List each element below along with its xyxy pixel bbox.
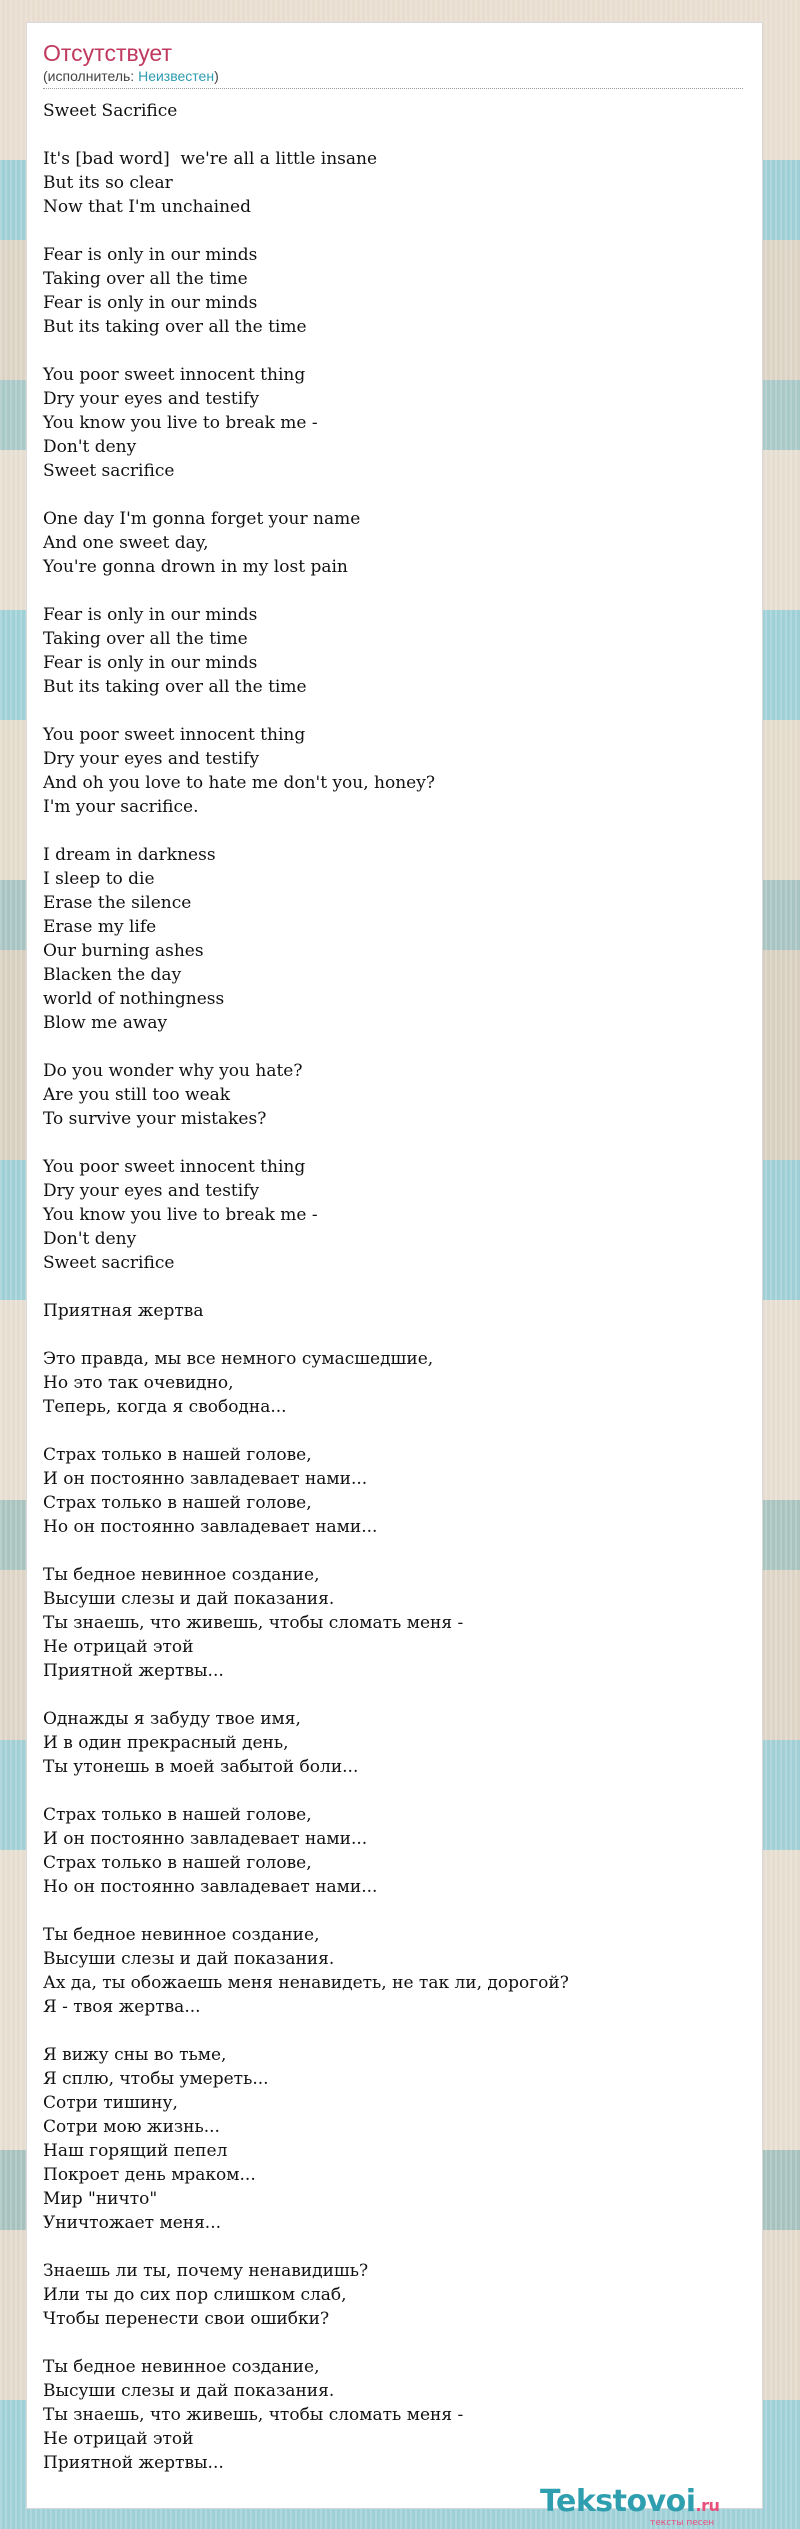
artist-link[interactable]: Неизвестен <box>138 68 215 84</box>
artist-line <box>43 67 743 89</box>
artist-suffix: ) <box>214 68 219 84</box>
artist-prefix: (исполнитель: <box>43 68 139 84</box>
site-logo[interactable] <box>540 2486 760 2528</box>
logo-tagline: тексты песен <box>650 2518 715 2528</box>
lyrics-card <box>26 22 763 2509</box>
logo-name: Tekstovoi <box>540 2484 696 2519</box>
song-header <box>43 39 743 89</box>
logo-suffix: .ru <box>695 2496 720 2515</box>
logo-wordmark <box>540 2486 760 2522</box>
page-title: Отсутствует <box>43 40 172 66</box>
lyrics-text: Sweet Sacrifice It's [bad word] we're all a little insane But its so clear Now that I'm unchained Fear is only in our minds Taking over all the time Fear is only in our minds But its taking over all the time You poor sweet innocent thing Dry your eyes and testify You know you live to break me - Don't deny Sweet sacrifice One day I'm gonna forget your name And one sweet day, You're gonna drown in my lost pain Fear is only in our minds Taking over all the time Fear is only in our minds But its taking over all the time You poor sweet innocent thing Dry your eyes and testify And oh you love to hate me don't you, honey? I'm your sacrifice. I dream in darkness I sleep to die Erase the silence Erase my life Our burning ashes Blacken the day world of nothingness Blow me away Do you wonder why you hate? Are you still too weak To survive your mistakes? You poor sweet innocent thing Dry your eyes and testify You know you live to break me - Don't deny Sweet sacrifice Приятная жертва Это правда, мы все немного сумасшедшие, Но это так очевидно, Теперь, когда я свободна... Страх только в нашей голове, И он постоянно завладевает нами... Страх только в нашей голове, Но он постоянно завладевает нами... Ты бедное невинное создание, Высуши слезы и дай показания. Ты знаешь, что живешь, чтобы сломать меня - Не отрицай этой Приятной жертвы... Однажды я забуду твое имя, И в один прекрасный день, Ты утонешь в моей забытой боли... Страх только в нашей голове, И он постоянно завладевает нами... Страх только в нашей голове, Но он постоянно завладевает нами... Ты бедное невинное создание, Высуши слезы и дай показания. Ах да, ты обожаешь меня ненавидеть, не так ли, дорогой? Я - твоя жертва... Я вижу сны во тьме, Я сплю, чтобы умереть... Сотри тишину, Сотри мою жизнь... Наш горящий пепел Покроет день мраком... Мир "ничто" Уничтожает меня... Знаешь ли ты, почему ненавидишь? Или ты до сих пор слишком слаб, Чтобы перенести свои ошибки? Ты бедное невинное создание, Высуши слезы и дай показания. Ты знаешь, что живешь, чтобы сломать меня - Не отрицай этой Приятной жертвы... <box>43 101 569 2473</box>
